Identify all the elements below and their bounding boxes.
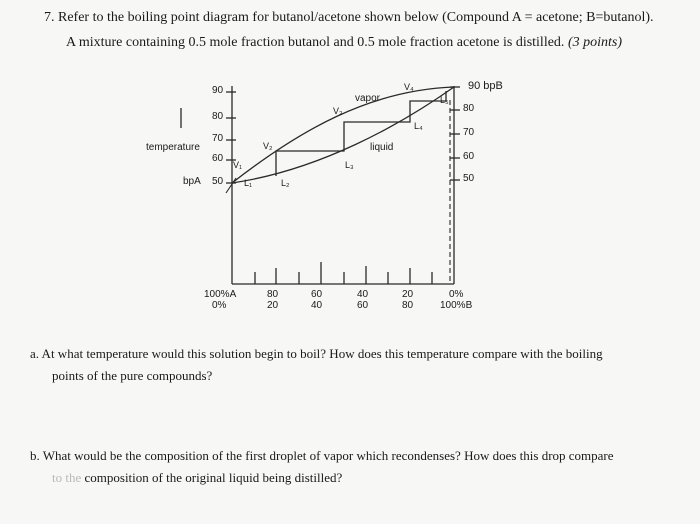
x-top-100A: 100%A [204, 289, 237, 300]
x-top-0: 0% [449, 289, 464, 300]
right-tick-70: 70 [463, 127, 475, 138]
point-L5: L₅ [440, 95, 449, 105]
vapor-label: vapor [355, 93, 381, 104]
question-text-2: A mixture containing 0.5 mole fraction butanol and 0.5 mole fraction acetone is distilled. [66, 35, 565, 50]
x-top-20: 20 [402, 289, 414, 300]
sub-question-a-line-2: points of the pure compounds? [52, 368, 213, 383]
question-text-1: Refer to the boiling point diagram for butanol/acetone shown below (Compound A = acetone; B=butanol). [58, 10, 654, 25]
point-L3: L₃ [345, 160, 354, 170]
x-bottom-100B: 100%B [440, 300, 473, 311]
point-V4: V₄ [404, 82, 414, 92]
x-bottom-60: 60 [357, 300, 369, 311]
faded-text: to the [52, 470, 82, 485]
x-top-40: 40 [357, 289, 369, 300]
right-tick-80: 80 [463, 103, 475, 114]
point-V3: V₃ [333, 106, 343, 116]
right-tick-50: 50 [463, 173, 475, 184]
x-bottom-80: 80 [402, 300, 414, 311]
point-V2: V₂ [263, 141, 273, 151]
bpB-label: 90 bpB [468, 80, 503, 92]
left-tick-70: 70 [212, 133, 224, 144]
left-tick-90: 90 [212, 85, 224, 96]
x-bottom-40: 40 [311, 300, 323, 311]
sub-question-b-line-1: b. What would be the composition of the first droplet of vapor which recondenses? How does this drop compare [30, 448, 614, 463]
points-note: (3 points) [567, 35, 622, 50]
sub-question-a-line-1: a. At what temperature would this solution begin to boil? How does this temperature compare with the boiling [30, 346, 603, 361]
point-L1: L₁ [244, 178, 253, 188]
point-V1: V₁ [233, 160, 243, 170]
x-bottom-20: 20 [267, 300, 279, 311]
sub-question-b-line-2 [52, 470, 342, 486]
left-tick-60: 60 [212, 153, 224, 164]
liquid-label: liquid [370, 142, 394, 153]
point-L4: L₄ [414, 121, 423, 131]
sub-question-b-text: composition of the original liquid being distilled? [84, 470, 343, 485]
x-top-60: 60 [311, 289, 323, 300]
x-bottom-0: 0% [212, 300, 227, 311]
left-tick-80: 80 [212, 111, 224, 122]
point-L2: L₂ [281, 178, 290, 188]
question-number: 7. [44, 10, 55, 25]
right-tick-60: 60 [463, 151, 475, 162]
temperature-label: temperature [146, 142, 200, 153]
x-top-80: 80 [267, 289, 279, 300]
bpA-label: bpA [183, 176, 201, 187]
left-tick-50: 50 [212, 176, 224, 187]
